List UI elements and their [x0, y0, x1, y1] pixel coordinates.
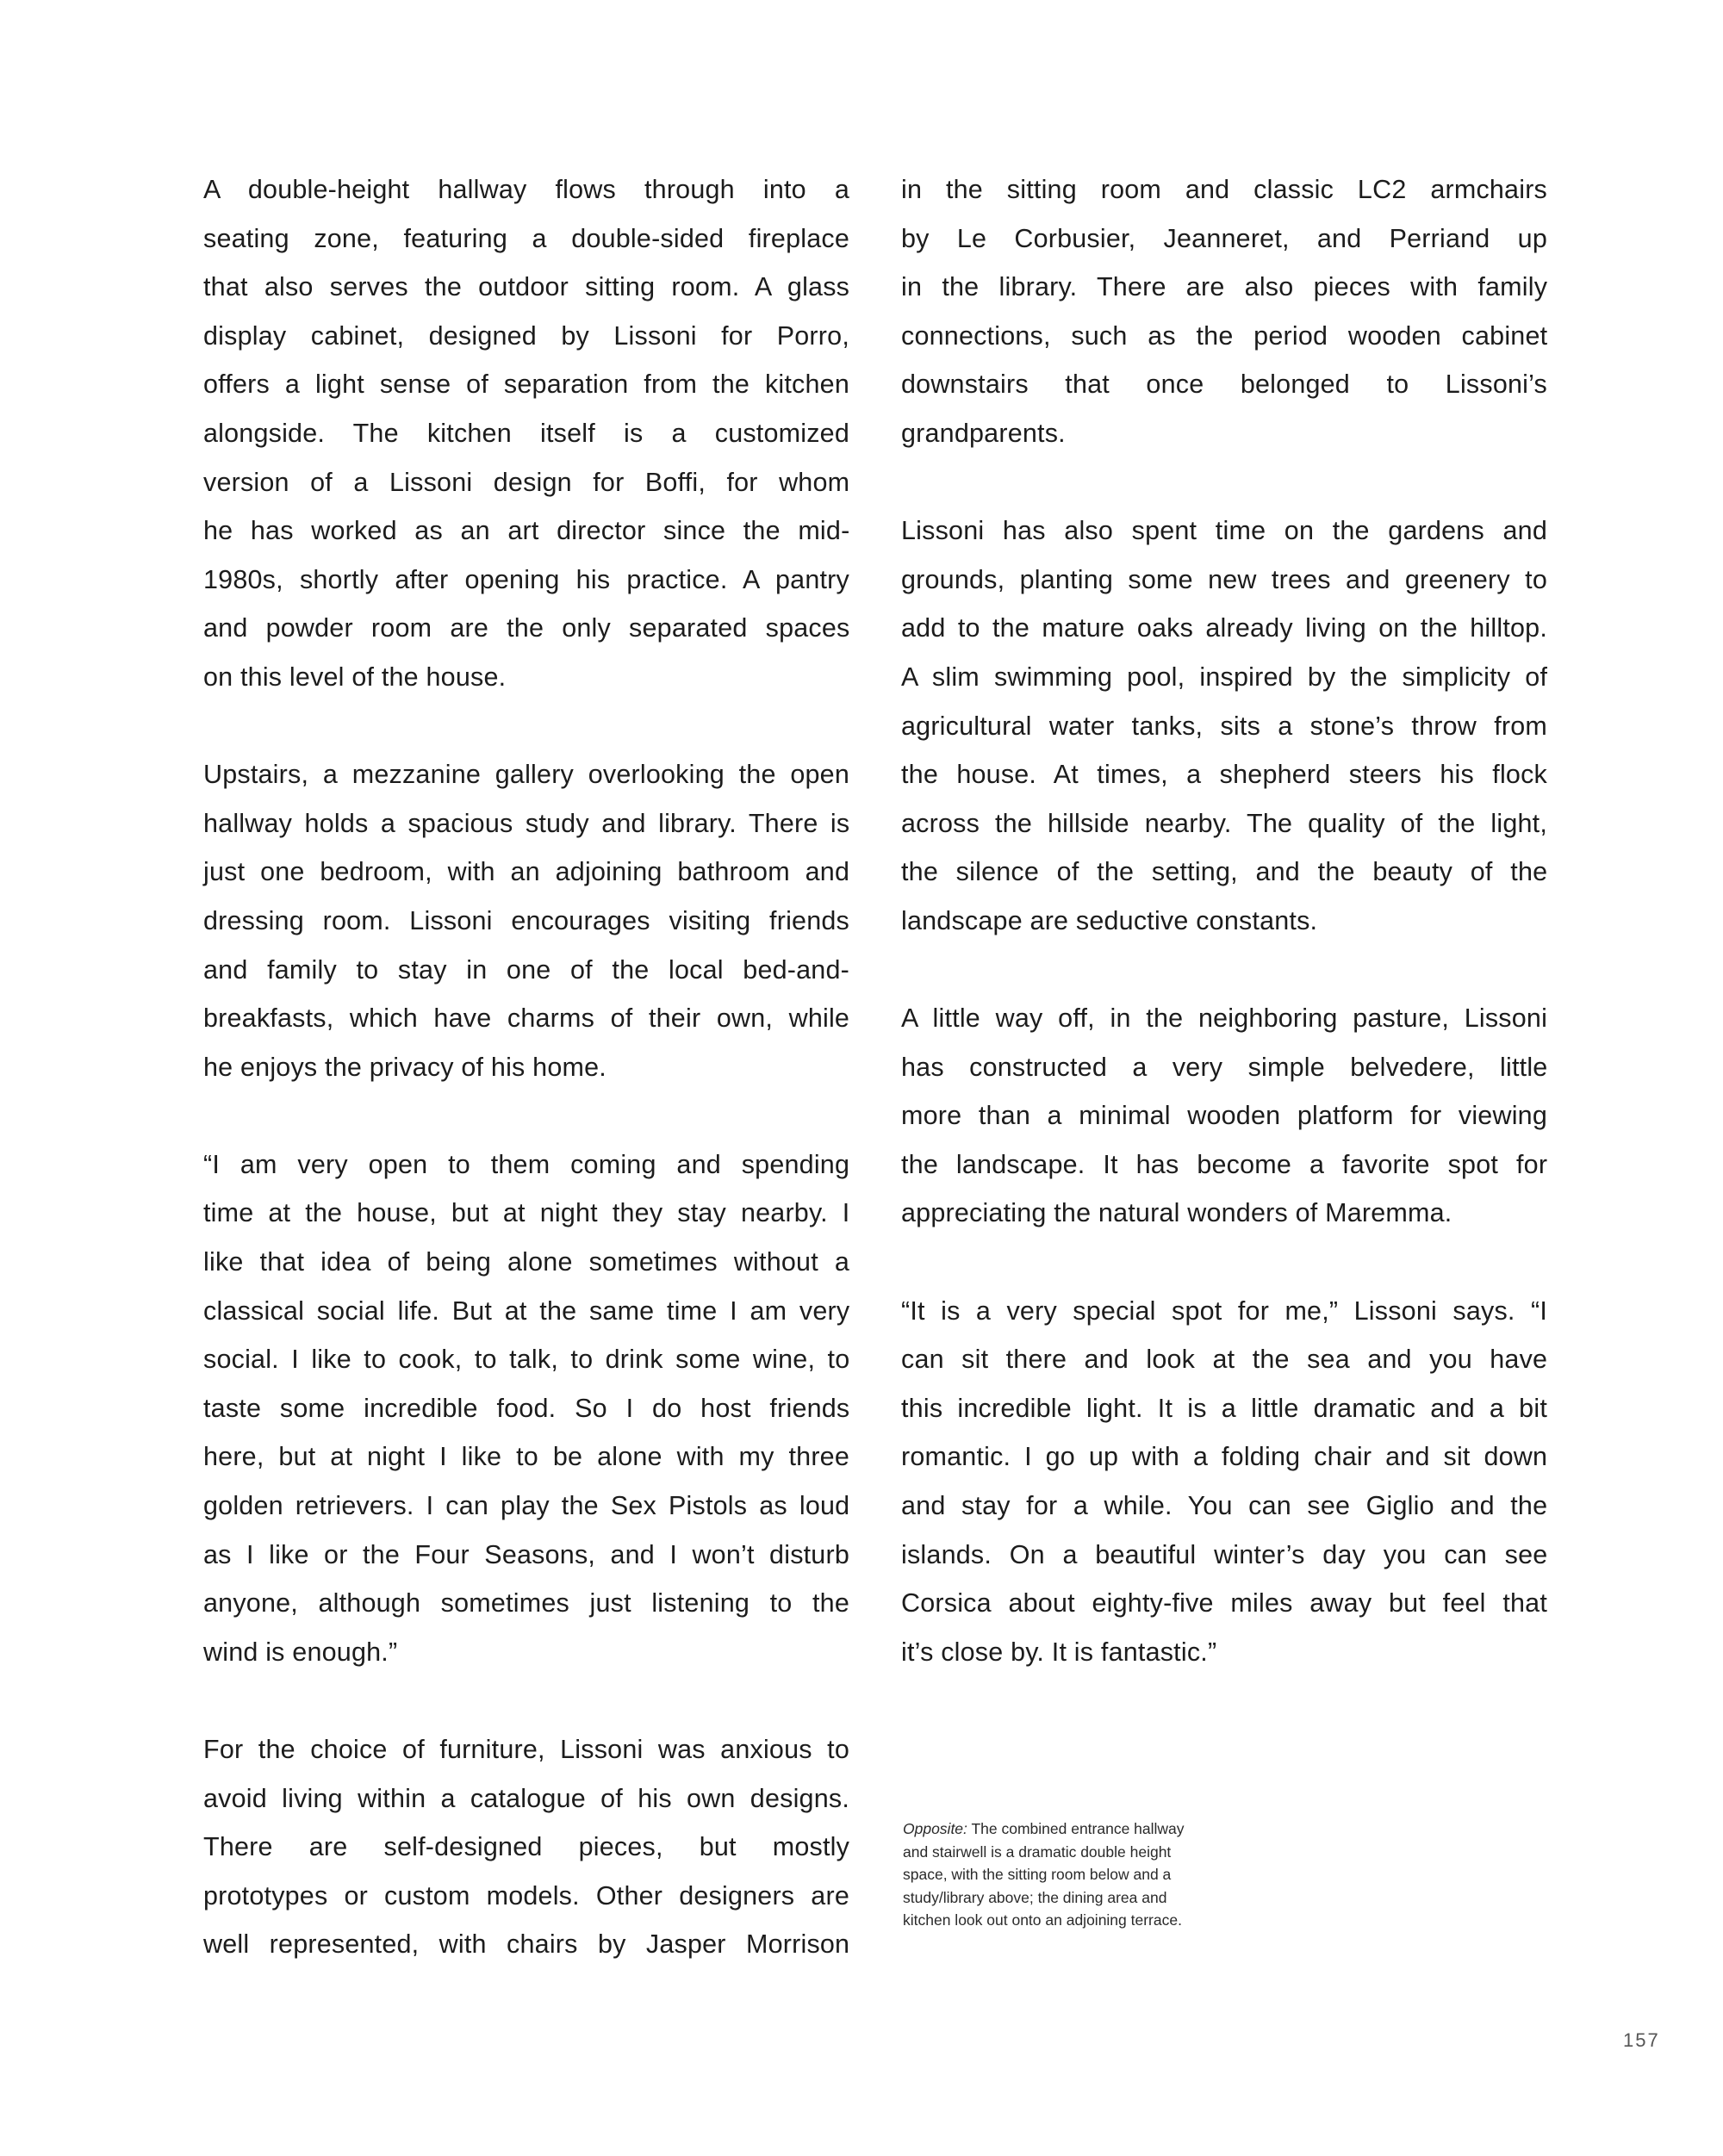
- text-line: just one bedroom, with an adjoining bathroom and: [203, 857, 850, 887]
- paragraph: [901, 165, 1547, 458]
- text-line: breakfasts, which have charms of their own, while: [203, 1003, 850, 1034]
- paragraph: [901, 994, 1547, 1238]
- text-line: A double-height hallway flows through into a: [203, 175, 849, 204]
- text-line: can sit there and look at the sea and you have: [901, 1345, 1548, 1375]
- paragraph: [901, 1287, 1547, 1677]
- text-line: 1980s, shortly after opening his practice. A pantry: [203, 564, 849, 594]
- text-line: display cabinet, designed by Lissoni for Porro,: [203, 320, 849, 351]
- text-line: that also serves the outdoor sitting room. A glass: [203, 272, 850, 302]
- text-line: grandparents.: [901, 418, 1066, 448]
- text-line: Corsica about eighty-five miles away but feel that: [901, 1588, 1547, 1619]
- text-line: social. I like to cook, to talk, to drink some wine, to: [203, 1345, 850, 1375]
- paragraph: [901, 506, 1547, 945]
- caption-line: [903, 1817, 1299, 1841]
- text-line: as I like or the Four Seasons, and I won’t disturb: [203, 1539, 849, 1569]
- text-line: by Le Corbusier, Jeanneret, and Perriand up: [901, 223, 1547, 253]
- text-line: and family to stay in one of the local bed-and-: [203, 954, 849, 985]
- text-line: in the sitting room and classic LC2 armchairs: [901, 175, 1547, 204]
- text-line: like that idea of being alone sometimes without a: [203, 1247, 849, 1277]
- text-line: on this level of the house.: [203, 662, 507, 692]
- text-line: has constructed a very simple belvedere, little: [901, 1052, 1548, 1082]
- text-line: landscape are seductive constants.: [901, 905, 1318, 935]
- caption-line: and stairwell is a dramatic double height: [903, 1842, 1172, 1861]
- text-column-right: [901, 165, 1547, 1725]
- text-line: avoid living within a catalogue of his own designs.: [203, 1783, 849, 1813]
- text-line: the landscape. It has become a favorite spot for: [901, 1149, 1548, 1179]
- text-line: version of a Lissoni design for Boffi, for whom: [203, 467, 850, 497]
- text-line: “It is a very special spot for me,” Lissoni says. “I: [901, 1295, 1547, 1326]
- text-line: islands. On a beautiful winter’s day you can see: [901, 1539, 1548, 1569]
- text-line: A slim swimming pool, inspired by the simplicity of: [901, 662, 1548, 692]
- text-line: connections, such as the period wooden cabinet: [901, 320, 1548, 351]
- text-line: in the library. There are also pieces with family: [901, 272, 1548, 302]
- text-line: and stay for a while. You can see Giglio and the: [901, 1491, 1548, 1521]
- text-line: downstairs that once belonged to Lissoni’s: [901, 370, 1547, 400]
- text-line: time at the house, but at night they stay nearby. I: [203, 1198, 850, 1228]
- text-line: classical social life. But at the same time I am very: [203, 1295, 850, 1326]
- text-line: it’s close by. It is fantastic.”: [901, 1637, 1217, 1667]
- text-line: A little way off, in the neighboring pasture, Lissoni: [901, 1003, 1548, 1034]
- text-line: offers a light sense of separation from the kitchen: [203, 370, 849, 400]
- text-line: hallway holds a spacious study and library. There is: [203, 808, 850, 838]
- text-line: For the choice of furniture, Lissoni was anxious to: [203, 1735, 849, 1764]
- text-line: this incredible light. It is a little dramatic and a bit: [901, 1393, 1547, 1423]
- text-line: agricultural water tanks, sits a stone’s throw from: [901, 711, 1548, 741]
- text-line: There are self-designed pieces, but mostly: [203, 1832, 850, 1862]
- caption-line: kitchen look out onto an adjoining terrace.: [903, 1911, 1182, 1929]
- paragraph: [203, 1725, 849, 1969]
- caption-label: Opposite:: [903, 1820, 967, 1837]
- text-line: Lissoni has also spent time on the gardens and: [901, 516, 1547, 546]
- text-line: seating zone, featuring a double-sided fireplace: [203, 223, 849, 253]
- text-line: he enjoys the privacy of his home.: [203, 1052, 606, 1082]
- text-line: well represented, with chairs by Jasper Morrison: [203, 1929, 850, 1960]
- text-line: romantic. I go up with a folding chair and sit down: [901, 1442, 1548, 1472]
- text-line: more than a minimal wooden platform for viewing: [901, 1101, 1547, 1131]
- paragraph: [203, 750, 849, 1091]
- text-line: dressing room. Lissoni encourages visiting friends: [203, 905, 849, 935]
- text-line: the silence of the setting, and the beauty of the: [901, 857, 1548, 887]
- caption-line: study/library above; the dining area and: [903, 1888, 1167, 1906]
- paragraph: [203, 1140, 849, 1677]
- text-line: across the hillside nearby. The quality of the light,: [901, 808, 1547, 838]
- text-line: the house. At times, a shepherd steers his flock: [901, 760, 1547, 790]
- caption-line: space, with the sitting room below and a: [903, 1866, 1172, 1883]
- text-line: “I am very open to them coming and spending: [203, 1149, 850, 1179]
- text-line: alongside. The kitchen itself is a customized: [203, 418, 849, 448]
- text-line: golden retrievers. I can play the Sex Pistols as loud: [203, 1491, 850, 1521]
- text-line: taste some incredible food. So I do host friends: [203, 1393, 850, 1423]
- text-line: add to the mature oaks already living on the hilltop.: [901, 613, 1547, 643]
- photo-caption: [903, 1817, 1299, 1932]
- text-line: wind is enough.”: [203, 1637, 398, 1667]
- text-line: and powder room are the only separated spaces: [203, 613, 850, 643]
- text-line: here, but at night I like to be alone with my three: [203, 1442, 849, 1472]
- paragraph: [203, 165, 849, 702]
- text-line: prototypes or custom models. Other designers are: [203, 1880, 849, 1911]
- text-line: grounds, planting some new trees and greenery to: [901, 564, 1547, 594]
- text-column-left: [203, 165, 849, 2018]
- text-line: appreciating the natural wonders of Maremma.: [901, 1198, 1452, 1228]
- page-number: 157: [1623, 2029, 1660, 2051]
- text-line: he has worked as an art director since the mid-: [203, 516, 850, 546]
- text-line: anyone, although sometimes just listening to the: [203, 1588, 849, 1619]
- text-line: Upstairs, a mezzanine gallery overlooking the open: [203, 760, 849, 790]
- caption-text: The combined entrance hallway: [967, 1820, 1185, 1837]
